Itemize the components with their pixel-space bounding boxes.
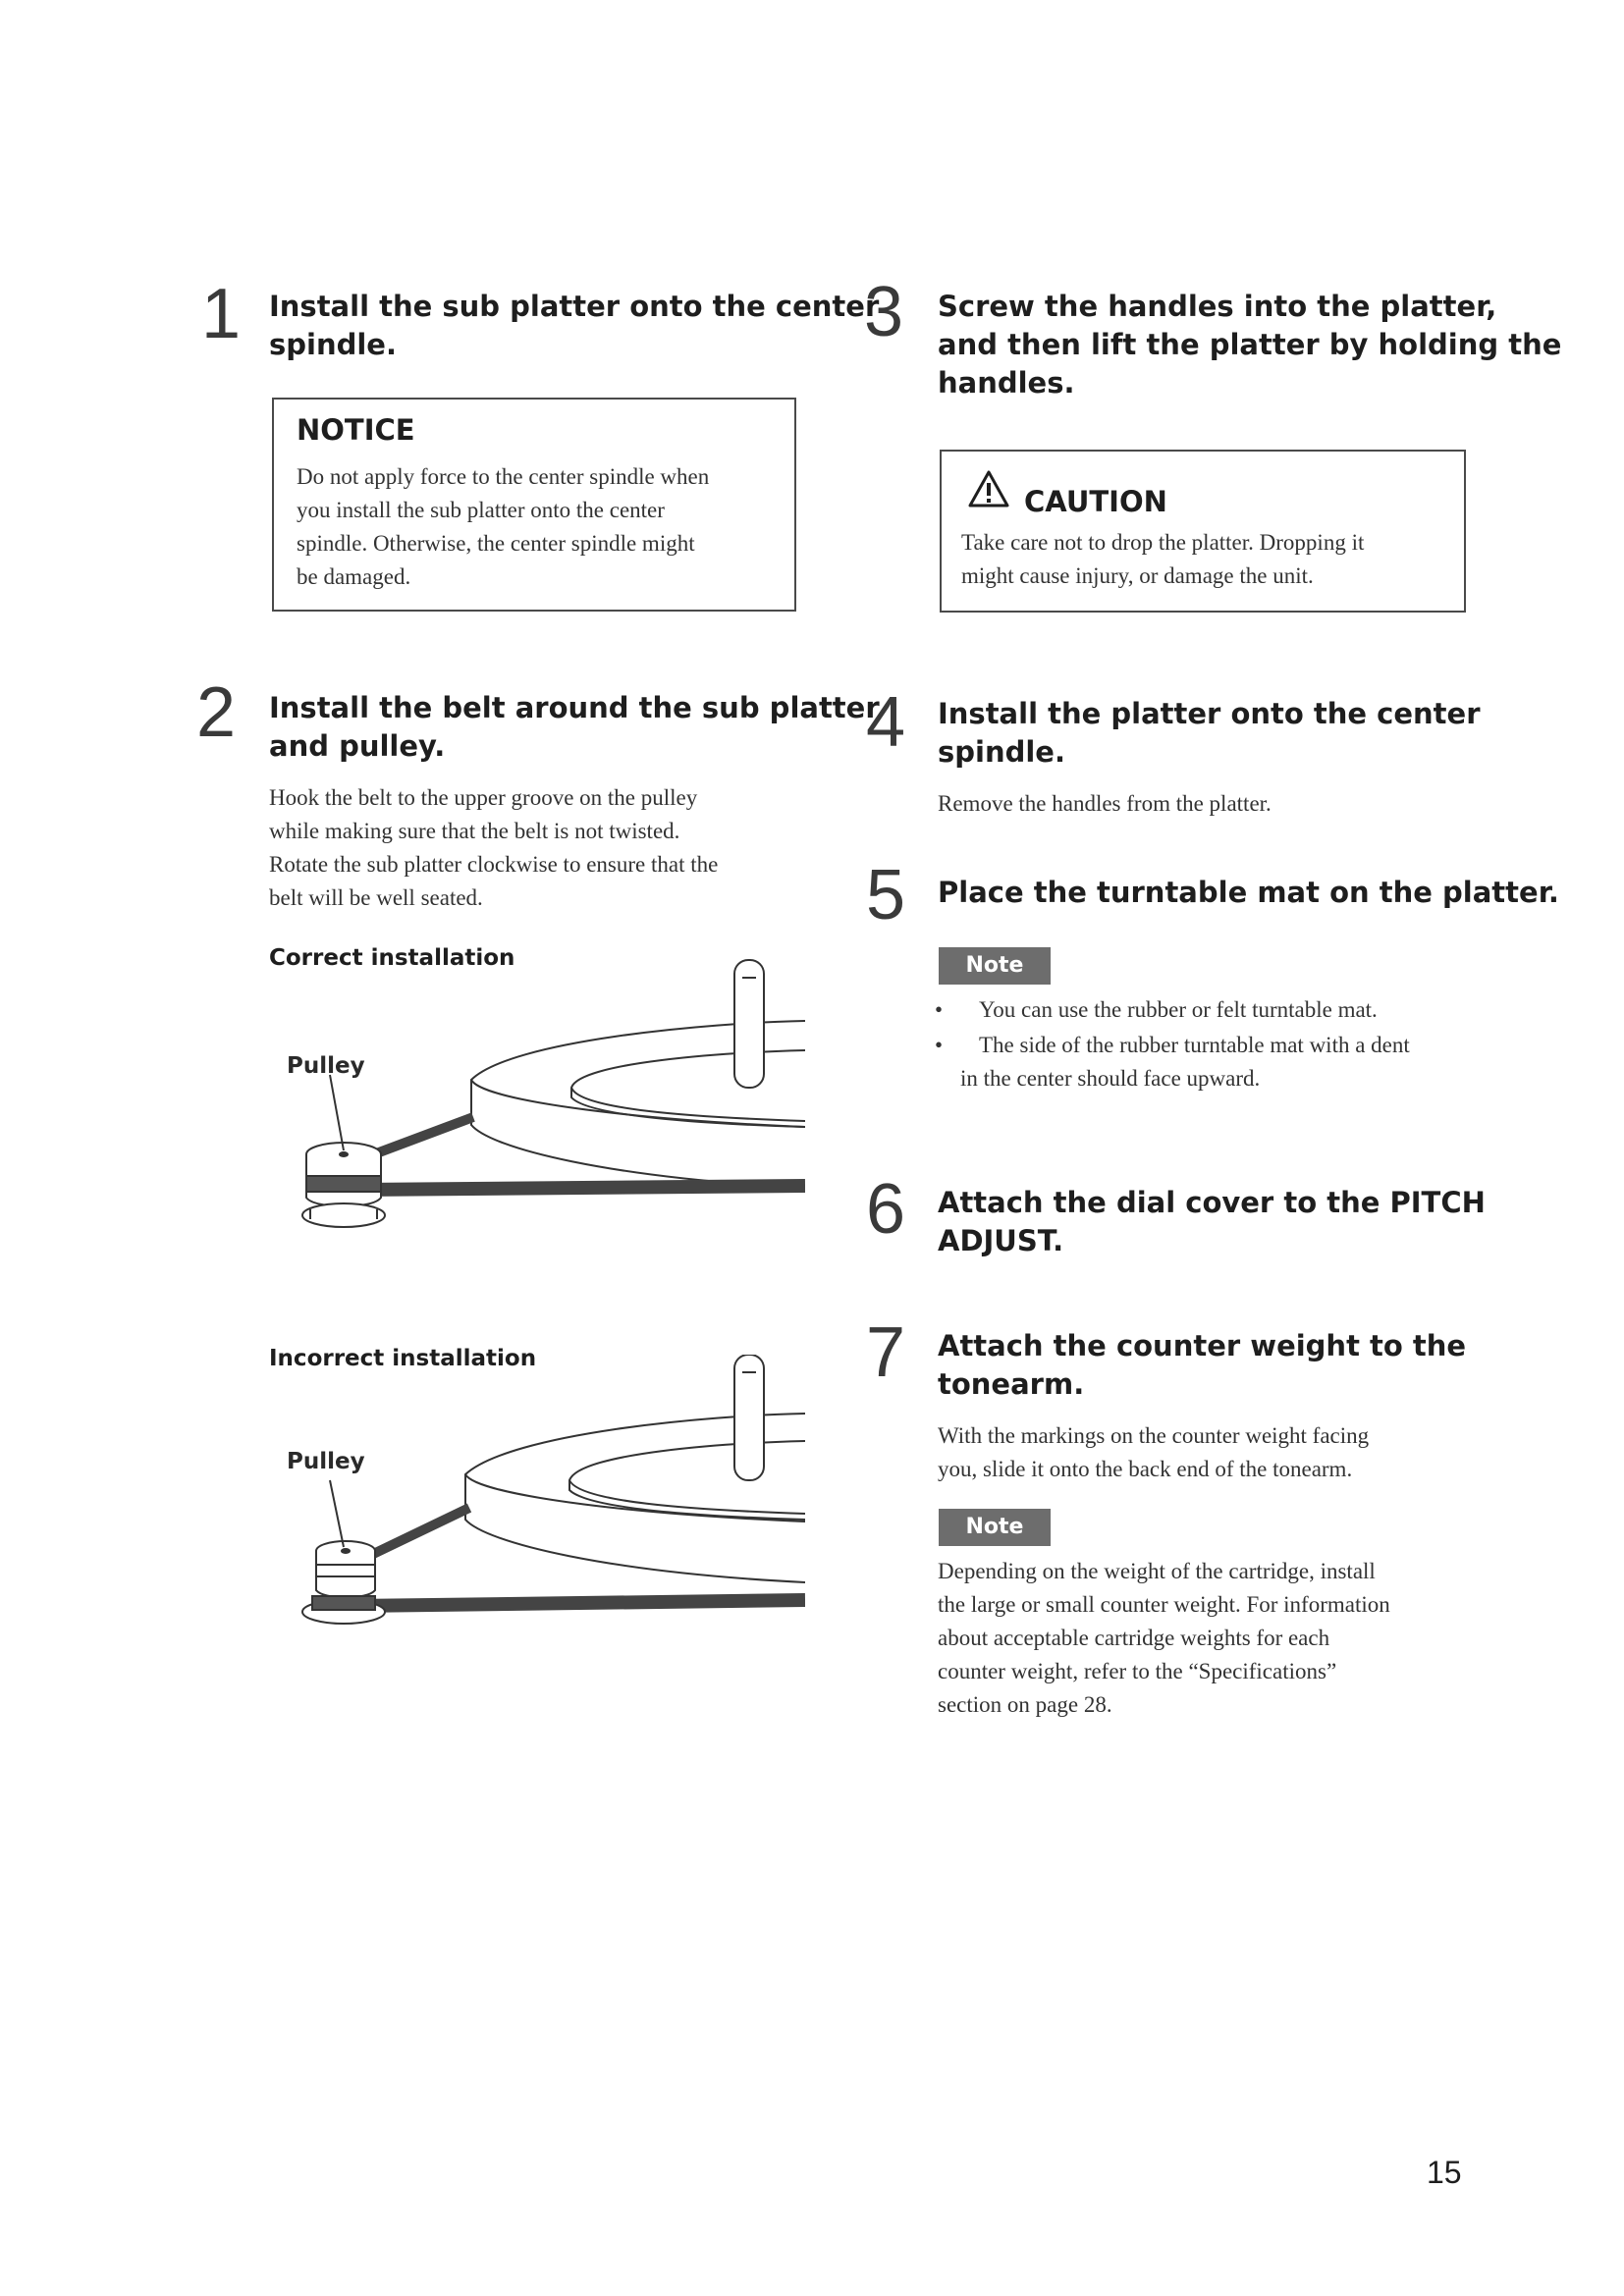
step-2-body-line: Rotate the sub platter clockwise to ensure that the	[269, 852, 719, 877]
note-5-bullet-2-line2: in the center should face upward.	[960, 1066, 1261, 1091]
step-5-title: Place the turntable mat on the platter.	[938, 876, 1559, 909]
figure-correct-label: Correct installation	[269, 945, 515, 971]
note-7-line: section on page 28.	[938, 1692, 1112, 1717]
bullet-icon: •	[935, 1033, 944, 1057]
step-1-number: 1	[201, 275, 242, 353]
note-5-bullet-2-line1: The side of the rubber turntable mat with a dent	[979, 1033, 1410, 1057]
step-3-title-line1: Screw the handles into the platter,	[938, 290, 1497, 323]
notice-line: be damaged.	[297, 564, 411, 589]
figure-correct-pulley-label: Pulley	[287, 1053, 365, 1079]
step-2-title-line1: Install the belt around the sub platter	[269, 691, 880, 724]
pulley-leader	[330, 1480, 344, 1547]
belt-top	[367, 1508, 469, 1557]
incorrect-installation-diagram	[295, 1355, 805, 1639]
note-5-bullet-1: You can use the rubber or felt turntable mat.	[979, 997, 1378, 1022]
step-7-body-line: you, slide it onto the back end of the tonearm.	[938, 1457, 1353, 1481]
step-7-title-line2: tonearm.	[938, 1367, 1085, 1401]
figure-incorrect-label: Incorrect installation	[269, 1346, 537, 1371]
bullet-icon: •	[935, 997, 944, 1022]
step-3-number: 3	[864, 273, 904, 351]
pulley-leader	[330, 1075, 344, 1150]
step-5-note-tag: Note	[939, 947, 1051, 985]
step-2-title-line2: and pulley.	[269, 729, 446, 763]
step-4-title-line2: spindle.	[938, 735, 1065, 769]
belt-bottom	[359, 1600, 805, 1606]
step-6-title-line1: Attach the dial cover to the PITCH	[938, 1186, 1486, 1219]
step-5-number: 5	[866, 856, 906, 934]
notice-box	[272, 398, 796, 612]
center-spindle	[734, 1355, 764, 1480]
step-6-title-line2: ADJUST.	[938, 1224, 1064, 1257]
warning-triangle-icon	[967, 469, 1010, 508]
step-3-title-line2: and then lift the platter by holding the	[938, 328, 1562, 361]
caution-line: Take care not to drop the platter. Dropping it	[961, 530, 1365, 555]
belt-bottom	[355, 1186, 805, 1190]
step-7-title-line1: Attach the counter weight to the	[938, 1329, 1467, 1362]
step-1-title-line1: Install the sub platter onto the center	[269, 290, 880, 323]
step-7-note-tag: Note	[939, 1509, 1051, 1546]
caution-title: CAUTION	[1024, 485, 1167, 518]
correct-installation-diagram	[295, 952, 805, 1247]
step-4-title-line1: Install the platter onto the center	[938, 697, 1481, 730]
step-2-body-line: belt will be well seated.	[269, 885, 483, 910]
caution-box	[940, 450, 1466, 613]
pulley-base	[302, 1203, 385, 1227]
step-4-number: 4	[866, 683, 906, 762]
notice-line: you install the sub platter onto the center	[297, 498, 665, 522]
note-7-line: the large or small counter weight. For information	[938, 1592, 1390, 1617]
notice-line: Do not apply force to the center spindle when	[297, 464, 710, 489]
step-6-number: 6	[866, 1170, 906, 1249]
step-1-title-line2: spindle.	[269, 328, 397, 361]
step-2-body-line: Hook the belt to the upper groove on the pulley	[269, 785, 698, 810]
caution-line: might cause injury, or damage the unit.	[961, 563, 1314, 588]
note-7-line: counter weight, refer to the “Specifications”	[938, 1659, 1337, 1683]
step-4-body: Remove the handles from the platter.	[938, 791, 1272, 816]
pulley-body	[316, 1551, 375, 1598]
step-7-number: 7	[866, 1313, 906, 1392]
step-3-title-line3: handles.	[938, 366, 1075, 400]
step-2-number: 2	[196, 673, 237, 752]
step-2-body-line: while making sure that the belt is not twisted.	[269, 819, 680, 843]
notice-line: spindle. Otherwise, the center spindle might	[297, 531, 695, 556]
notice-title: NOTICE	[297, 413, 415, 447]
figure-incorrect-pulley-label: Pulley	[287, 1449, 365, 1474]
center-spindle	[734, 960, 764, 1088]
page-number: 15	[1427, 2155, 1462, 2190]
note-7-line: Depending on the weight of the cartridge, install	[938, 1559, 1376, 1583]
step-7-body-line: With the markings on the counter weight facing	[938, 1423, 1370, 1448]
note-7-line: about acceptable cartridge weights for each	[938, 1626, 1330, 1650]
